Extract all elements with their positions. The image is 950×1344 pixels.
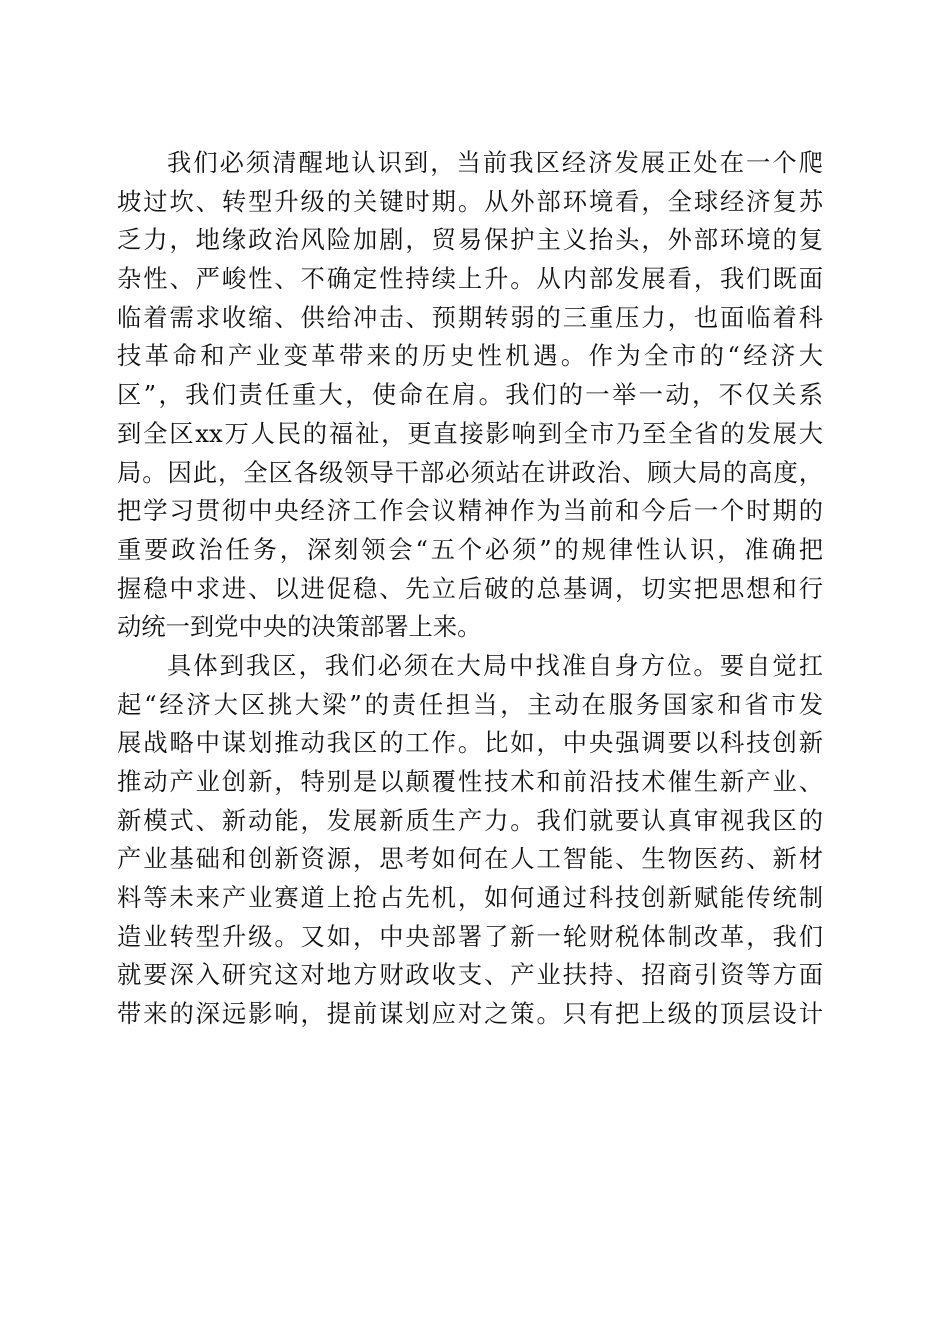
text-line: 就要深入研究这对地方财政收支、产业扶持、招商引资等方面	[117, 960, 823, 990]
text-line: 重要政治任务，深刻领会“五个必须”的规律性认识，准确把	[117, 534, 823, 564]
text-line: 新模式、新动能，发展新质生产力。我们就要认真审视我区的	[117, 805, 823, 835]
text-line: 技革命和产业变革带来的历史性机遇。作为全市的“经济大	[117, 341, 823, 371]
paragraph-1	[117, 144, 823, 647]
text-line: 把学习贯彻中央经济工作会议精神作为当前和今后一个时期的	[117, 496, 823, 526]
text-line: 动统一到党中央的决策部署上来。	[117, 612, 482, 642]
document-body	[117, 144, 823, 1034]
paragraph-2	[117, 647, 823, 1034]
text-line: 起“经济大区挑大梁”的责任担当，主动在服务国家和省市发	[117, 689, 823, 719]
text-line: 临着需求收缩、供给冲击、预期转弱的三重压力，也面临着科	[117, 302, 823, 332]
text-line: 具体到我区，我们必须在大局中找准自身方位。要自觉扛	[167, 650, 823, 680]
text-line: 造业转型升级。又如，中央部署了新一轮财税体制改革，我们	[117, 921, 823, 951]
text-line: 握稳中求进、以进促稳、先立后破的总基调，切实把思想和行	[117, 573, 823, 603]
text-line: 推动产业创新，特别是以颠覆性技术和前沿技术催生新产业、	[117, 767, 823, 796]
text-line: 我们必须清醒地认识到，当前我区经济发展正处在一个爬	[167, 148, 823, 177]
text-line: 料等未来产业赛道上抢占先机，如何通过科技创新赋能传统制	[117, 883, 823, 913]
text-line: 到全区xx万人民的福祉，更直接影响到全市乃至全省的发展大	[117, 418, 823, 448]
text-line: 杂性、严峻性、不确定性持续上升。从内部发展看，我们既面	[117, 264, 823, 294]
text-line: 局。因此，全区各级领导干部必须站在讲政治、顾大局的高度，	[117, 457, 823, 487]
text-line: 展战略中谋划推动我区的工作。比如，中央强调要以科技创新	[117, 728, 823, 758]
text-line: 坡过坎、转型升级的关键时期。从外部环境看，全球经济复苏	[117, 186, 823, 216]
text-line: 带来的深远影响，提前谋划应对之策。只有把上级的顶层设计	[117, 999, 823, 1029]
text-line: 区”，我们责任重大，使命在肩。我们的一举一动，不仅关系	[117, 380, 823, 410]
text-line: 乏力，地缘政治风险加剧，贸易保护主义抬头，外部环境的复	[117, 225, 823, 255]
text-line: 产业基础和创新资源，思考如何在人工智能、生物医药、新材	[117, 844, 823, 874]
